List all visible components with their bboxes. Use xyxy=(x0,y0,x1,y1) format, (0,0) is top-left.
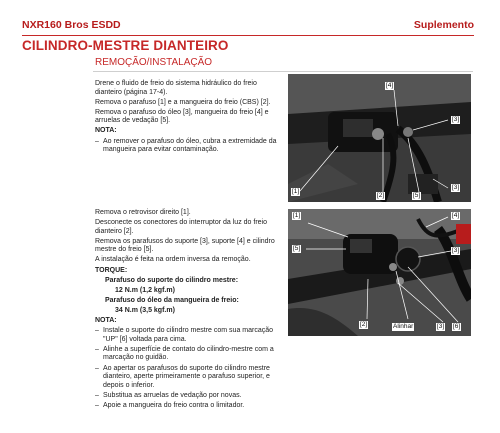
torque-name: Parafuso do óleo da mangueira de freio: xyxy=(105,296,239,304)
header-supplement: Suplemento xyxy=(413,19,474,31)
callout-label: [3] xyxy=(452,247,460,254)
section-title: REMOÇÃO/INSTALAÇÃO xyxy=(95,57,213,68)
step: Drene o fluido de freio do sistema hidráulico do freio dianteiro (página 17-4). xyxy=(95,80,257,96)
callout-label: [3] xyxy=(452,184,460,191)
page-title: CILINDRO-MESTRE DIANTEIRO xyxy=(22,38,229,53)
callout-label: [3] xyxy=(437,323,445,330)
step: Remova o parafuso do óleo [3], mangueira do freio [4] e arruelas de vedação [5]. xyxy=(95,108,269,125)
photo-illustration xyxy=(288,74,471,202)
step: Remova os parafusos do suporte [3], suporte [4] e cilindro mestre do freio [5]. xyxy=(95,237,275,254)
callout-label: [2] xyxy=(360,321,368,328)
callout-label: [4] xyxy=(452,212,460,219)
note-item: – Ao remover o parafuso do óleo, cubra a extremidade da mangueira para evitar contaminação. xyxy=(95,138,285,155)
header-model: NXR160 Bros ESDD xyxy=(22,19,121,31)
callout-label: [2] xyxy=(377,192,385,199)
step: Remova o retrovisor direito [1]. xyxy=(95,209,191,216)
step: Remova o parafuso [1] e a mangueira do freio (CBS) [2]. xyxy=(95,98,271,106)
note-item: – Ao apertar os parafusos do suporte do cilindro mestre dianteiro, aperte primeiramente o parafuso superior, e depois o inferior. xyxy=(95,365,285,391)
step: A instalação é feita na ordem inversa da remoção. xyxy=(95,256,251,264)
torque-value: 34 N.m (3,5 kgf.m) xyxy=(115,306,175,314)
section-rule xyxy=(93,71,473,72)
note-label: NOTA: xyxy=(95,127,117,135)
callout-label: [5] xyxy=(413,192,421,199)
removal2-text xyxy=(95,209,285,412)
torque-name: Parafuso do suporte do cilindro mestre: xyxy=(105,276,239,284)
note-item: – Instale o suporte do cilindro mestre com sua marcação "UP" [6] voltada para cima. xyxy=(95,327,285,344)
step: Desconecte os conectores do interruptor da luz do freio dianteiro [2]. xyxy=(95,219,267,235)
callout-label: [4] xyxy=(386,82,394,89)
callout-label: [1] xyxy=(292,188,300,195)
note-item: – Substitua as arruelas de vedação por novas. xyxy=(95,392,285,401)
torque-label: TORQUE: xyxy=(95,266,128,274)
header-rule xyxy=(22,35,474,36)
figure-master-cylinder-photo xyxy=(288,209,471,336)
note-item: – Alinhe a superfície de contato do cilindro-mestre com a marcação no guidão. xyxy=(95,346,285,363)
torque-value: 12 N.m (1,2 kgf.m) xyxy=(115,286,175,294)
photo-illustration xyxy=(288,209,471,336)
callout-label: [6] xyxy=(453,323,461,330)
callout-label: [5] xyxy=(293,245,301,252)
note-label: NOTA: xyxy=(95,317,117,325)
callout-label: [3] xyxy=(452,116,460,123)
note-item: – Apoie a mangueira do freio contra o limitador. xyxy=(95,402,285,411)
callout-label: [1] xyxy=(293,212,301,219)
removal-text xyxy=(95,80,285,156)
callout-label: Alinhar xyxy=(393,323,414,330)
figure-brake-hose-photo xyxy=(288,74,471,202)
